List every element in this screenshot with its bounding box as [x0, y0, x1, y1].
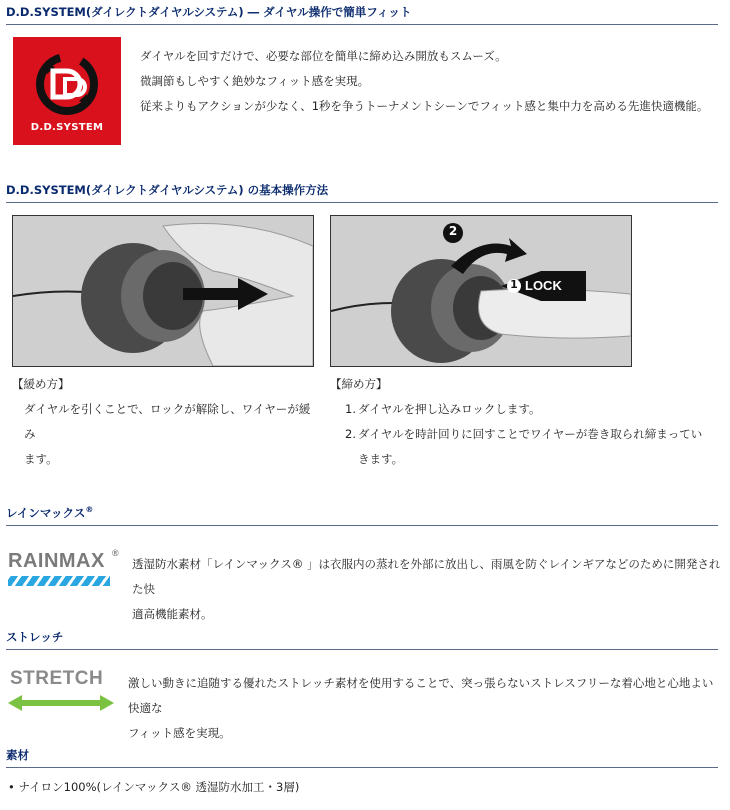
- step-2-marker: 2: [448, 224, 458, 238]
- rainmax-logo: [8, 550, 123, 596]
- rainmax-logo-reg: ®: [112, 548, 119, 558]
- stretch-logo: [8, 668, 118, 714]
- tighten-steps: [330, 397, 720, 472]
- dd-line-2: 微調節もしやすく絶妙なフィット感を実現。: [140, 74, 370, 88]
- rainmax-stripe: [8, 576, 110, 586]
- dd-system-badge: [13, 37, 121, 145]
- rainmax-description: [132, 552, 722, 627]
- dd-line-3: 従来よりもアクションが少なく、1秒を争うトーナメントシーンでフィット感と集中力を高める先進快適機能。: [140, 99, 709, 113]
- rainmax-heading-reg: ®: [85, 505, 94, 515]
- tighten-photo: [330, 215, 632, 367]
- loosen-line-2: ます。: [24, 452, 58, 466]
- stretch-line-2: フィット感を実現。: [128, 726, 231, 740]
- stretch-line-1: 激しい動きに追随する優れたストレッチ素材を使用することで、突っ張らないストレスフリーな着心地と心地よい快適な: [128, 676, 714, 715]
- rainmax-line-1: 透湿防水素材「レインマックス® 」は衣服内の蒸れを外部に放出し、雨風を防ぐレインギアなどのために開発された快: [132, 557, 721, 596]
- rainmax-heading-text: レインマックス: [6, 506, 86, 520]
- rainmax-line-2: 適高機能素材。: [132, 607, 213, 621]
- loosen-line-1: ダイヤルを引くことで、ロックが解除し、ワイヤーが緩み: [24, 402, 311, 441]
- dd-system-heading: D.D.SYSTEM(ダイレクトダイヤルシステム) ― ダイヤル操作で簡単フィット: [6, 4, 718, 25]
- dd-dial-icon: [31, 49, 103, 119]
- lock-label: LOCK: [525, 278, 562, 293]
- rainmax-logo-text: RAINMAX: [8, 550, 105, 572]
- loosen-title: 【緩め方】: [12, 377, 70, 391]
- rainmax-heading: [6, 505, 718, 526]
- material-item: • ナイロン100%(レインマックス® 透湿防水加工・3層): [8, 780, 300, 794]
- step-text: ダイヤルを時計回りに回すことでワイヤーが巻き取られ締まってい: [358, 427, 703, 441]
- stretch-heading: ストレッチ: [6, 629, 718, 650]
- loosen-photo: [12, 215, 314, 367]
- tighten-step: [330, 397, 720, 422]
- dd-line-1: ダイヤルを回すだけで、必要な部位を簡単に締め込み開放もスムーズ。: [140, 49, 507, 63]
- dd-description: [140, 44, 708, 119]
- step-number: 1.: [345, 402, 356, 416]
- stretch-description: [128, 671, 722, 746]
- tighten-title: 【締め方】: [330, 377, 388, 391]
- dd-badge-label: D.D.SYSTEM: [30, 122, 104, 133]
- operation-heading: D.D.SYSTEM(ダイレクトダイヤルシステム) の基本操作方法: [6, 182, 718, 203]
- step-number: 2.: [345, 427, 356, 441]
- lock-step-marker: 1: [510, 278, 518, 291]
- step-text-cont: きます。: [358, 452, 404, 466]
- stretch-logo-text: STRETCH: [10, 668, 104, 689]
- loosen-instructions: [12, 372, 312, 472]
- tighten-step: [330, 422, 720, 472]
- tighten-instructions: [330, 372, 720, 472]
- stretch-arrow-icon: [8, 695, 114, 711]
- step-text: ダイヤルを押し込みロックします。: [358, 402, 541, 416]
- material-heading: 素材: [6, 747, 718, 768]
